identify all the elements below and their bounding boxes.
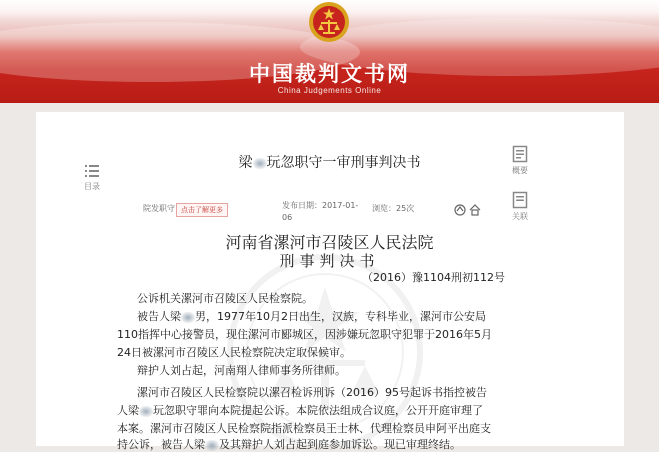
publish-date-value: 2017-01-06 bbox=[282, 201, 359, 222]
print-icon[interactable] bbox=[454, 204, 466, 216]
redacted-name bbox=[181, 312, 195, 323]
publish-date-label: 发布日期： bbox=[282, 201, 322, 210]
document-title-name: 梁 bbox=[238, 155, 253, 171]
summary-label: 概要 bbox=[512, 166, 528, 175]
site-title: 中国裁判文书网 bbox=[249, 62, 410, 86]
body-line bbox=[117, 402, 483, 418]
defendant-info: 男，1977年10月2日出生，汉族，专科毕业，漯河市公安局 bbox=[195, 310, 486, 323]
body-line bbox=[137, 308, 486, 324]
more-info-badge[interactable]: 点击了解更多 bbox=[176, 203, 228, 217]
document-type: 刑事判决书 bbox=[279, 252, 380, 270]
body-line: 110指挥中心接警员，现住漯河市郾城区，因涉嫌玩忽职守犯罪于2016年5月 bbox=[117, 328, 492, 341]
view-count-label: 浏览： bbox=[372, 204, 396, 213]
meta-prefix: 院发职守 bbox=[143, 204, 175, 213]
defendant-name: 人梁 bbox=[117, 404, 139, 417]
site-subtitle: China Judgements Online bbox=[277, 86, 382, 95]
related-label: 关联 bbox=[512, 212, 528, 221]
defendant-name: 持公诉，被告人梁 bbox=[117, 438, 205, 451]
site-header bbox=[0, 0, 659, 103]
body-line: 公诉机关漯河市召陵区人民检察院。 bbox=[137, 292, 313, 305]
publish-date bbox=[282, 200, 362, 224]
hearing-text: 及其辩护人刘占起到庭参加诉讼。现已审理终结。 bbox=[219, 438, 461, 451]
redacted-name bbox=[205, 440, 219, 451]
defendant-name: 被告人梁 bbox=[137, 310, 181, 323]
court-name: 河南省漯河市召陵区人民法院 bbox=[225, 233, 434, 252]
body-line: 本案。漯河市召陵区人民检察院指派检察员王士林、代理检察员申阿平出庭支 bbox=[117, 422, 491, 435]
body-line: 辩护人刘占起，河南翔人律师事务所律师。 bbox=[137, 364, 346, 377]
document-title bbox=[0, 152, 659, 172]
view-count bbox=[372, 203, 414, 214]
charge-text: 玩忽职守罪向本院提起公诉。本院依法组成合议庭，公开开庭审理了 bbox=[153, 404, 483, 417]
court-emblem-icon bbox=[307, 0, 351, 44]
related-sidebar-button[interactable] bbox=[512, 191, 528, 222]
case-number: （2016）豫1104刑初112号 bbox=[362, 271, 505, 284]
redacted-name bbox=[253, 158, 267, 169]
body-line: 24日被漯河市召陵区人民检察院决定取保候审。 bbox=[117, 346, 351, 359]
download-icon[interactable] bbox=[469, 204, 481, 216]
document-title-suffix: 玩忽职守一审刑事判决书 bbox=[266, 155, 421, 171]
related-document-icon bbox=[512, 191, 528, 209]
body-line bbox=[117, 436, 461, 452]
view-count-value: 25次 bbox=[396, 204, 415, 213]
body-line: 漯河市召陵区人民检察院以漯召检诉刑诉（2016）95号起诉书指控被告 bbox=[137, 386, 487, 399]
toc-label: 目录 bbox=[84, 182, 100, 191]
redacted-name bbox=[139, 406, 153, 417]
